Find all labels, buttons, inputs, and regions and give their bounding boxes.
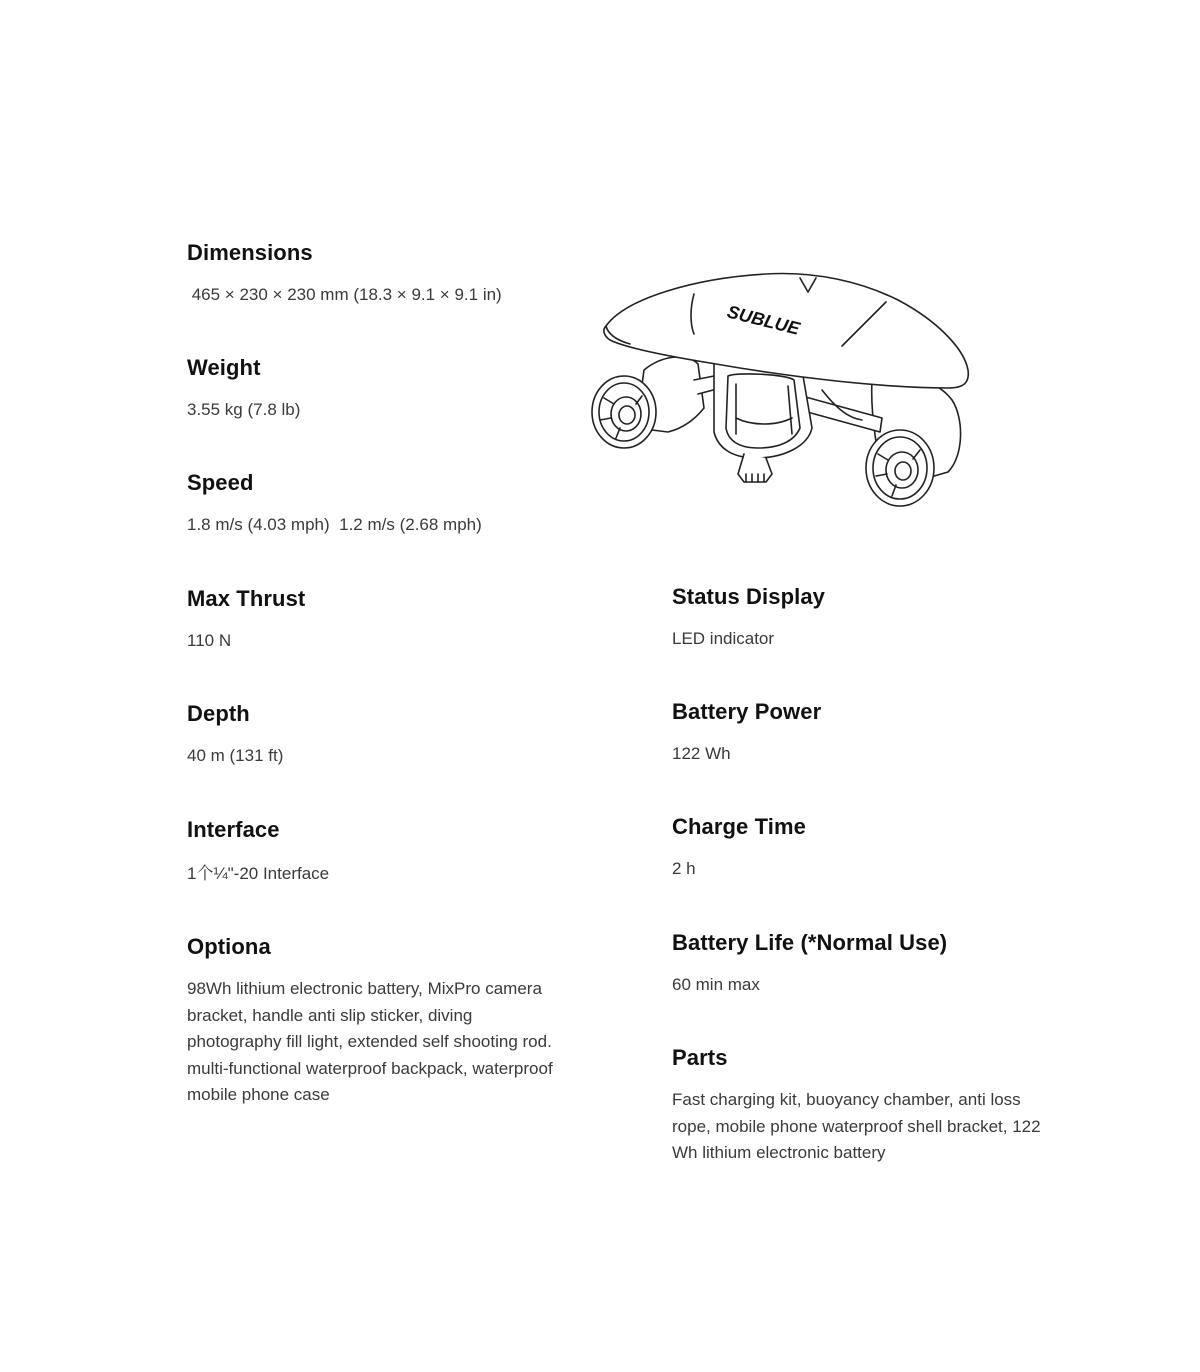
spec-value: 40 m (131 ft) [187,746,284,765]
spec-value: 122 Wh [672,744,731,763]
spec-title: Battery Power [672,699,822,724]
spec-title: Charge Time [672,814,806,839]
spec-value: Fast charging kit, buoyancy chamber, anti loss rope, mobile phone waterproof shell bracket, 122 Wh lithium electronic battery [672,1090,1041,1162]
spec-dimensions [187,240,567,309]
spec-title: Speed [187,470,254,495]
spec-value: 3.55 kg (7.8 lb) [187,400,301,419]
spec-weight [187,355,567,424]
spec-title: Status Display [672,584,826,609]
spec-battery-power [672,699,1052,768]
spec-value: 1个¼"-20 Interface [187,864,330,883]
spec-max-thrust [187,586,567,655]
spec-value: 1.8 m/s (4.03 mph) 1.2 m/s (2.68 mph) [187,515,482,534]
spec-parts [672,1045,1042,1167]
spec-value: 465 × 230 × 230 mm (18.3 × 9.1 × 9.1 in) [187,285,502,304]
spec-value: 2 h [672,859,696,878]
spec-title: Optiona [187,934,271,959]
spec-title: Weight [187,355,261,380]
spec-title: Interface [187,817,280,842]
spec-interface [187,817,567,888]
spec-title: Max Thrust [187,586,306,611]
spec-optional [187,934,562,1109]
underwater-scooter-illustration [586,268,978,518]
brand-logo: SUBLUE [725,301,802,339]
spec-battery-life [672,930,1052,999]
spec-value: 110 N [187,631,232,650]
spec-status-display [672,584,1052,653]
spec-value: 98Wh lithium electronic battery, MixPro camera bracket, handle anti slip sticker, diving photography fill light, extended self shooting rod. multi-functional waterproof backpack, waterproof mobile phone case [187,979,553,1104]
spec-value: 60 min max [672,975,760,994]
spec-speed [187,470,567,539]
spec-title: Depth [187,701,250,726]
spec-title: Battery Life (*Normal Use) [672,930,948,955]
spec-title: Parts [672,1045,728,1070]
spec-charge-time [672,814,1052,883]
spec-value: LED indicator [672,629,775,648]
spec-title: Dimensions [187,240,313,265]
spec-depth [187,701,567,770]
